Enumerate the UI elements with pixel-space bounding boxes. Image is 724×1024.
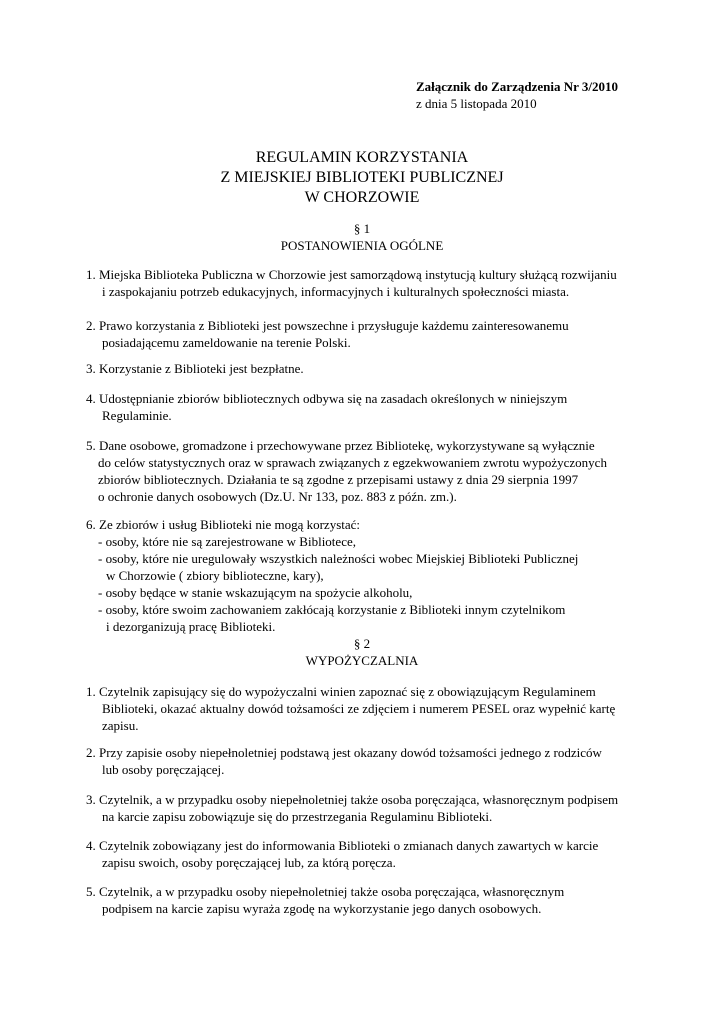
section-1-item-4	[86, 390, 646, 424]
item-line: Regulaminie.	[102, 408, 172, 423]
item-line: 1. Miejska Biblioteka Publiczna w Chorzowie jest samorządową instytucją kultury służącą rozwijaniu	[86, 267, 617, 282]
item-line: Biblioteki, okazać aktualny dowód tożsamości ze zdjęciem i numerem PESEL oraz wypełnić kartę	[102, 701, 616, 716]
attachment-title: Załącznik do Zarządzenia Nr 3/2010	[416, 79, 618, 94]
item-line: podpisem na karcie zapisu wyraża zgodę na wykorzystanie jego danych osobowych.	[102, 901, 542, 916]
section-2-item-2	[86, 744, 646, 778]
item-line: 4. Udostępnianie zbiorów bibliotecznych odbywa się na zasadach określonych w niniejszym	[86, 391, 568, 406]
section-2-item-4	[86, 837, 646, 871]
item-line: 3. Korzystanie z Biblioteki jest bezpłatne.	[86, 361, 304, 376]
item-line: 4. Czytelnik zobowiązany jest do informowania Biblioteki o zmianach danych zawartych w karcie	[86, 838, 599, 853]
item-line: o ochronie danych osobowych (Dz.U. Nr 133, poz. 883 z późn. zm.).	[98, 489, 457, 504]
title-line-2: Z MIEJSKIEJ BIBLIOTEKI PUBLICZNEJ	[220, 169, 504, 186]
item-line: 3. Czytelnik, a w przypadku osoby niepełnoletniej także osoba poręczająca, własnoręcznym podpisem	[86, 792, 619, 807]
section-1-item-3	[86, 360, 646, 377]
item-line: 2. Przy zapisie osoby niepełnoletniej podstawą jest okazany dowód tożsamości jednego z rodziców	[86, 745, 602, 760]
item-line: - osoby, które nie są zarejestrowane w Bibliotece,	[98, 534, 356, 549]
section-1-item-6	[86, 516, 646, 635]
section-2-header	[0, 635, 724, 669]
section-2-number: § 2	[353, 636, 371, 651]
section-1-item-1	[86, 266, 646, 300]
document-title	[0, 148, 724, 208]
item-line: - osoby będące w stanie wskazującym na spożycie alkoholu,	[98, 585, 413, 600]
item-line: 2. Prawo korzystania z Biblioteki jest powszechne i przysługuje każdemu zainteresowanemu	[86, 318, 569, 333]
section-2-item-5	[86, 883, 646, 917]
section-1-number: § 1	[353, 221, 371, 236]
section-2-item-1	[86, 683, 646, 734]
section-1-item-5	[86, 437, 646, 505]
item-line: posiadającemu zameldowanie na terenie Polski.	[102, 335, 351, 350]
attachment-note	[416, 78, 618, 112]
item-line: zbiorów bibliotecznych. Działania te są zgodne z przepisami ustawy z dnia 29 sierpnia 1997	[98, 472, 579, 487]
section-1-heading: POSTANOWIENIA OGÓLNE	[280, 238, 444, 253]
item-line: - osoby, które nie uregulowały wszystkich należności wobec Miejskiej Biblioteki Publicznej	[98, 551, 579, 566]
section-1-header	[0, 220, 724, 254]
section-2-heading: WYPOŻYCZALNIA	[305, 653, 419, 668]
item-line: w Chorzowie ( zbiory biblioteczne, kary),	[106, 568, 324, 583]
title-line-1: REGULAMIN KORZYSTANIA	[255, 149, 469, 166]
item-line: 6. Ze zbiorów i usług Biblioteki nie mogą korzystać:	[86, 517, 361, 532]
title-line-3: W CHORZOWIE	[304, 189, 420, 206]
item-line: zapisu swoich, osoby poręczającej lub, za którą poręcza.	[102, 855, 396, 870]
item-line: - osoby, które swoim zachowaniem zakłócają korzystanie z Biblioteki innym czytelnikom	[98, 602, 566, 617]
item-line: 1. Czytelnik zapisujący się do wypożyczalni winien zapoznać się z obowiązującym Regulaminem	[86, 684, 596, 699]
item-line: i dezorganizują pracę Biblioteki.	[106, 619, 276, 634]
section-2-item-3	[86, 791, 646, 825]
item-line: 5. Dane osobowe, gromadzone i przechowywane przez Bibliotekę, wykorzystywane są wyłącznie	[86, 438, 595, 453]
item-line: do celów statystycznych oraz w sprawach związanych z egzekwowaniem zwrotu wypożyczonych	[98, 455, 607, 470]
item-line: zapisu.	[102, 718, 139, 733]
item-line: 5. Czytelnik, a w przypadku osoby niepełnoletniej także osoba poręczająca, własnoręcznym	[86, 884, 565, 899]
item-line: na karcie zapisu zobowiązuje się do przestrzegania Regulaminu Biblioteki.	[102, 809, 493, 824]
item-line: i zaspokajaniu potrzeb edukacyjnych, informacyjnych i kulturalnych społeczności miasta.	[102, 284, 570, 299]
attachment-date: z dnia 5 listopada 2010	[416, 96, 537, 111]
section-1-item-2	[86, 317, 646, 351]
item-line: lub osoby poręczającej.	[102, 762, 225, 777]
